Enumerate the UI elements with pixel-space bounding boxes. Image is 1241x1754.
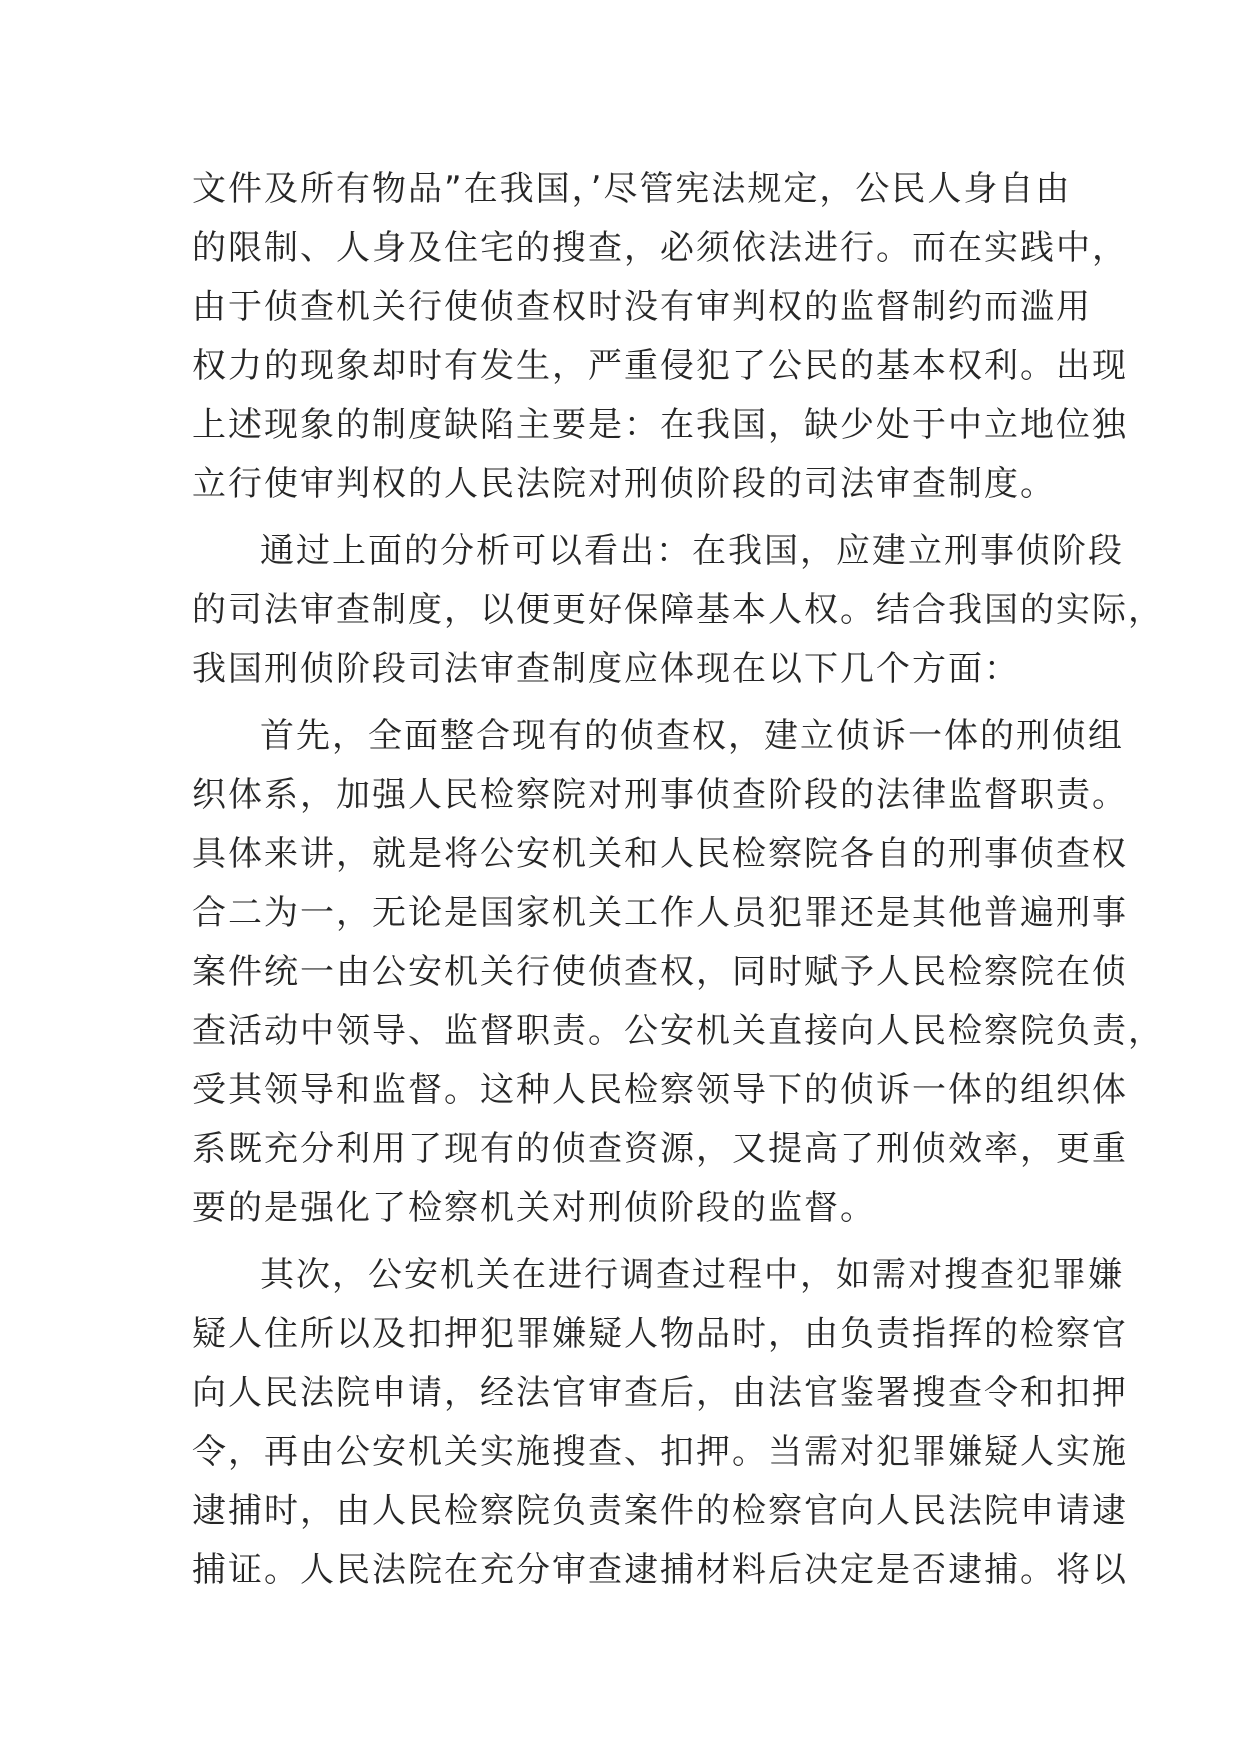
text-line: 合二为一，无论是国家机关工作人员犯罪还是其他普遍刑事 (192, 893, 1128, 933)
paragraph-gap (192, 699, 1052, 707)
text-line: 具体来讲，就是将公安机关和人民检察院各自的刑事侦查权 (192, 834, 1128, 874)
text-line: 令，再由公安机关实施搜查、扣押。当需对犯罪嫌疑人实施 (192, 1432, 1128, 1472)
text-line: 逮捕时，由人民检察院负责案件的检察官向人民法院申请逮 (192, 1491, 1128, 1531)
text-line: 的限制、人身及住宅的搜查，必须依法进行。而在实践中， (192, 228, 1128, 268)
text-line: 其次，公安机关在进行调查过程中，如需对搜查犯罪嫌 (260, 1255, 1124, 1295)
text-line: 由于侦查机关行使侦查权时没有审判权的监督制约而滥用 (192, 287, 1092, 327)
text-line: 案件统一由公安机关行使侦查权，同时赋予人民检察院在侦 (192, 952, 1128, 992)
text-line: 系既充分利用了现有的侦查资源，又提高了刑侦效率，更重 (192, 1129, 1128, 1169)
text-line: 向人民法院申请，经法官审查后，由法官鉴署搜查令和扣押 (192, 1373, 1128, 1413)
text-line: 要的是强化了检察机关对刑侦阶段的监督。 (192, 1188, 876, 1228)
text-line: 疑人住所以及扣押犯罪嫌疑人物品时，由负责指挥的检察官 (192, 1314, 1128, 1354)
text-line: 捕证。人民法院在充分审查逮捕材料后决定是否逮捕。将以 (192, 1550, 1128, 1590)
text-line: 文件及所有物品”在我国，’尽管宪法规定，公民人身自由 (192, 169, 1072, 209)
text-line: 立行使审判权的人民法院对刑侦阶段的司法审查制度。 (192, 464, 1056, 504)
text-line: 权力的现象却时有发生，严重侵犯了公民的基本权利。出现 (192, 346, 1128, 386)
text-line: 上述现象的制度缺陷主要是：在我国，缺少处于中立地位独 (192, 405, 1128, 445)
text-line: 织体系，加强人民检察院对刑事侦查阶段的法律监督职责。 (192, 775, 1128, 815)
body-text (192, 160, 1164, 1600)
text-line: 查活动中领导、监督职责。公安机关直接向人民检察院负责， (192, 1011, 1164, 1051)
paragraph-gap (192, 1238, 1052, 1246)
paragraph-gap (192, 514, 1052, 522)
text-line: 我国刑侦阶段司法审查制度应体现在以下几个方面： (192, 649, 1020, 689)
text-line: 的司法审查制度，以便更好保障基本人权。结合我国的实际， (192, 590, 1164, 630)
text-line: 通过上面的分析可以看出：在我国，应建立刑事侦阶段 (260, 531, 1124, 571)
text-line: 受其领导和监督。这种人民检察领导下的侦诉一体的组织体 (192, 1070, 1128, 1110)
text-line: 首先，全面整合现有的侦查权，建立侦诉一体的刑侦组 (260, 716, 1124, 756)
